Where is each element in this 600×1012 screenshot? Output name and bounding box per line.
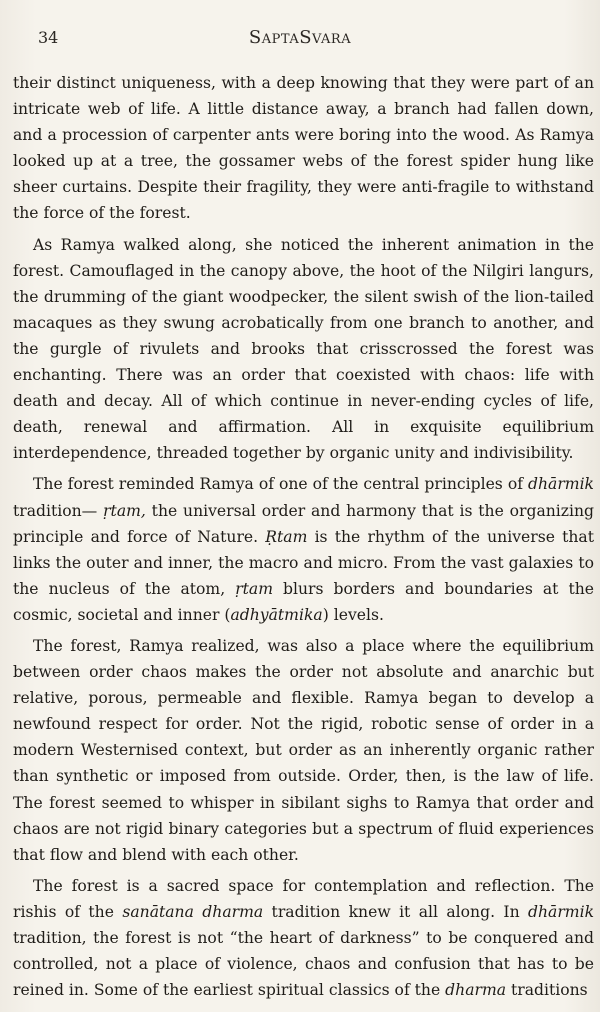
running-title: SaptaSvara [248, 27, 352, 48]
text-run: ) levels. [322, 605, 384, 624]
paragraph-4 [13, 633, 594, 868]
italic-term: Ṛtam [265, 527, 308, 546]
text-run: The forest reminded Ramya of one of the central principles of [33, 475, 528, 494]
italic-term: sanātana dharma [122, 902, 264, 921]
running-head [0, 26, 600, 50]
italic-term: dhārmik [528, 902, 595, 921]
text-run: is the rhythm of the universe that links the outer and inner, the macro and micro. From the vast galaxies to the nucleus of the atom, [13, 527, 594, 598]
italic-term: dhārmik [528, 475, 594, 494]
paragraph-3 [13, 471, 594, 628]
italic-term: ṛtam, [103, 501, 146, 520]
text-run: tradition— [13, 501, 104, 520]
text-run: blurs borders and boundaries at the cosmic, societal and inner ( [13, 579, 594, 624]
text-run: As Ramya walked along, she noticed the inherent animation in the forest. Camouflaged in the canopy above, the hoot of the Nilgiri langurs, the drumming of the giant woodpecker, the silent swish of the lion-tailed macaques as they swung acrobatically from one branch to another, and the gurgle of rivulets and brooks that crisscrossed the forest was enchanting. There was an order that coexisted with chaos: life with death and decay. All of which continue in never-ending cycles of life, death, renewal and affirmation. All in exquisite equilibrium interdependence, threaded together by organic unity and indivisibility. [13, 235, 594, 463]
text-run: The forest, Ramya realized, was also a place where the equilibrium between order chaos makes the order not absolute and anarchic but relative, porous, permeable and flexible. Ramya began to develop a newfound respect for order. Not the rigid, robotic sense of order in a modern Westernised context, but order as an inherently organic rather than synthetic or imposed from outside. Order, then, is the law of life. The forest seemed to whisper in sibilant sighs to Ramya that order and chaos are not rigid binary categories but a spectrum of fluid experiences that flow and blend with each other. [13, 636, 594, 864]
text-run: the universal order and harmony that is the organizing principle and force of Nature. [13, 501, 594, 546]
paragraph-2 [13, 232, 594, 467]
text-run: traditions [506, 981, 588, 1000]
page-number: 34 [38, 28, 59, 47]
italic-term: ṛtam [235, 579, 273, 598]
text-run: The forest is a sacred space for contemplation and reflection. The rishis of the [13, 876, 594, 921]
paragraph-5 [13, 873, 594, 1003]
italic-term: dharma [445, 981, 507, 1000]
body-text [13, 70, 594, 1003]
paragraph-1 [13, 70, 594, 227]
text-run: tradition knew it all along. In [263, 902, 529, 921]
text-run: their distinct uniqueness, with a deep knowing that they were part of an intricate web of life. A little distance away, a branch had fallen down, and a procession of carpenter ants were boring into the wood. As Ramya looked up at a tree, the gossamer webs of the forest spider hung like sheer curtains. Despite their fragility, they were anti-fragile to withstand the force of the forest. [13, 74, 594, 223]
italic-term: adhyātmika [230, 605, 323, 624]
text-run: tradition, the forest is not “the heart of darkness” to be conquered and controlled, not a place of violence, chaos and confusion that has to be reined in. Some of the earliest spiritual classics of the [13, 929, 594, 1000]
